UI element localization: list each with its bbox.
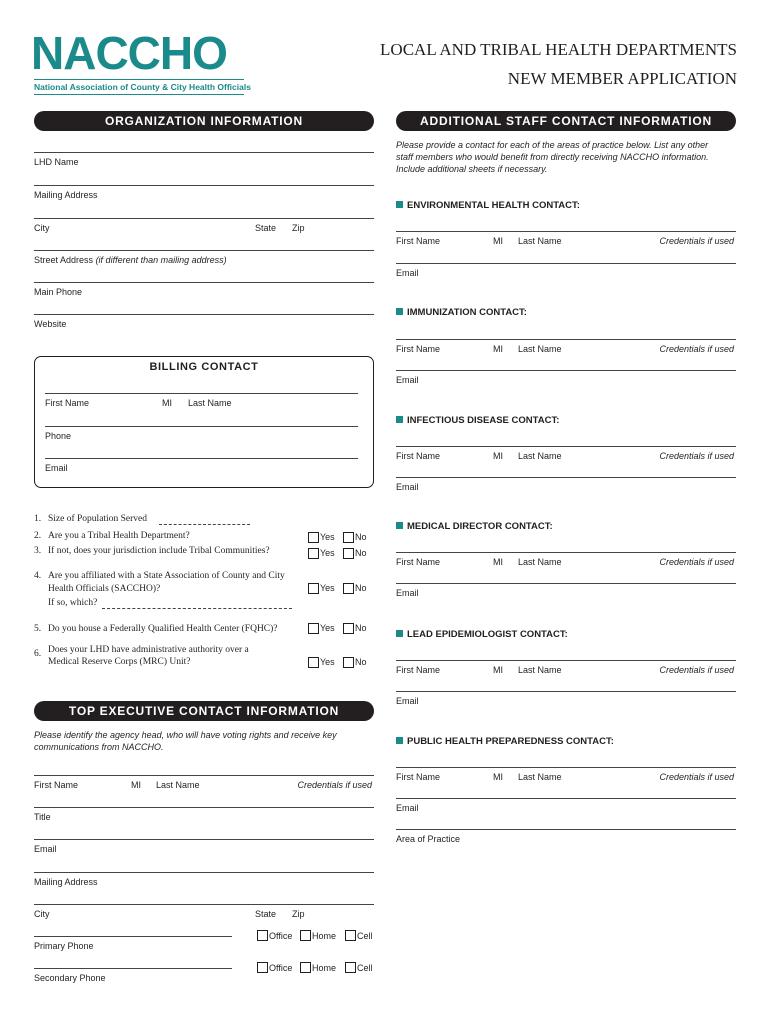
preparedness-email-label: Email <box>396 803 419 813</box>
environmental-health-contact-label: ENVIRONMENTAL HEALTH CONTACT: <box>407 200 580 211</box>
primary-phone-cell-checkbox[interactable] <box>345 930 356 941</box>
environmental-email-label: Email <box>396 268 419 278</box>
area-of-practice-label: Area of Practice <box>396 834 461 844</box>
medical-director-email-field[interactable] <box>396 583 736 584</box>
secondary-phone-field[interactable] <box>34 968 232 969</box>
immunization-email-field[interactable] <box>396 370 736 371</box>
top-exec-title-field[interactable] <box>34 807 374 808</box>
website-label: Website <box>34 319 67 329</box>
question-4-number: 4. <box>34 571 42 581</box>
preparedness-first-name-label: First Name <box>396 772 441 782</box>
question-4-text-line1: Are you affiliated with a State Association of County and City <box>48 571 285 581</box>
immunization-name-field[interactable] <box>396 339 736 340</box>
lhd-name-label: LHD Name <box>34 157 79 167</box>
q4-yes-label: Yes <box>320 583 335 593</box>
staff-intro-line1: Please provide a contact for each of the areas of practice below. List any other <box>396 140 709 150</box>
secondary-phone-cell-checkbox[interactable] <box>345 962 356 973</box>
primary-phone-office-label: Office <box>269 931 293 941</box>
question-1-number: 1. <box>34 514 42 524</box>
top-exec-title-label: Title <box>34 812 51 822</box>
infectious-first-name-label: First Name <box>396 451 441 461</box>
immunization-contact-label: IMMUNIZATION CONTACT: <box>407 307 527 318</box>
lhd-name-field[interactable] <box>34 152 374 153</box>
medical-director-contact-label: MEDICAL DIRECTOR CONTACT: <box>407 521 553 532</box>
immunization-last-name-label: Last Name <box>518 344 562 354</box>
infectious-email-field[interactable] <box>396 477 736 478</box>
q5-no-label: No <box>355 623 367 633</box>
bullet-square-icon <box>396 201 403 208</box>
logo-rule-bottom <box>34 94 244 95</box>
primary-phone-home-checkbox[interactable] <box>300 930 311 941</box>
billing-phone-field[interactable] <box>45 426 358 427</box>
top-executive-intro-line1: Please identify the agency head, who will have voting rights and receive key <box>34 730 337 740</box>
zip-label: Zip <box>292 223 305 233</box>
secondary-phone-office-checkbox[interactable] <box>257 962 268 973</box>
form-title-line2: NEW MEMBER APPLICATION <box>507 69 737 88</box>
preparedness-credentials-label: Credentials if used <box>659 772 734 782</box>
top-exec-email-label: Email <box>34 844 57 854</box>
environmental-mi-label: MI <box>493 236 503 246</box>
question-4-text-line2: Health Officials (SACCHO)? <box>48 584 161 594</box>
preparedness-last-name-label: Last Name <box>518 772 562 782</box>
environmental-last-name-label: Last Name <box>518 236 562 246</box>
infectious-disease-contact-label: INFECTIOUS DISEASE CONTACT: <box>407 415 560 426</box>
secondary-phone-home-checkbox[interactable] <box>300 962 311 973</box>
environmental-health-contact-heading <box>396 200 580 211</box>
top-executive-heading: TOP EXECUTIVE CONTACT INFORMATION <box>34 701 374 721</box>
organization-information-heading: ORGANIZATION INFORMATION <box>34 111 374 131</box>
question-5-text: Do you house a Federally Qualified Health Center (FQHC)? <box>48 624 278 634</box>
epidemiologist-mi-label: MI <box>493 665 503 675</box>
top-exec-credentials-label: Credentials if used <box>297 780 372 790</box>
question-3-number: 3. <box>34 546 42 556</box>
q6-yes-label: Yes <box>320 657 335 667</box>
bullet-square-icon <box>396 737 403 744</box>
bullet-square-icon <box>396 630 403 637</box>
infectious-disease-contact-heading <box>396 415 559 426</box>
street-address-text: Street Address <box>34 255 94 265</box>
medical-director-contact-heading <box>396 521 553 532</box>
logo-subtitle: National Association of County & City Health Officials <box>34 82 251 92</box>
immunization-contact-heading <box>396 307 527 318</box>
question-4-text-line3: If so, which? <box>48 598 98 608</box>
epidemiologist-name-field[interactable] <box>396 660 736 661</box>
secondary-phone-home-label: Home <box>312 963 337 973</box>
street-address-field[interactable] <box>34 250 374 251</box>
primary-phone-label: Primary Phone <box>34 941 94 951</box>
q6-no-label: No <box>355 657 367 667</box>
top-exec-last-name-label: Last Name <box>156 780 200 790</box>
top-exec-mailing-address-field[interactable] <box>34 872 374 873</box>
medical-director-name-field[interactable] <box>396 552 736 553</box>
epidemiologist-last-name-label: Last Name <box>518 665 562 675</box>
billing-name-field[interactable] <box>45 393 358 394</box>
billing-mi-label: MI <box>162 398 172 408</box>
billing-first-name-label: First Name <box>45 398 90 408</box>
preparedness-name-field[interactable] <box>396 767 736 768</box>
primary-phone-field[interactable] <box>34 936 232 937</box>
secondary-phone-cell-label: Cell <box>357 963 373 973</box>
infectious-mi-label: MI <box>493 451 503 461</box>
question-6-text-line1: Does your LHD have administrative authority over a <box>48 645 249 655</box>
logo-rule-top <box>34 79 244 80</box>
top-exec-state-label: State <box>255 909 277 919</box>
immunization-mi-label: MI <box>493 344 503 354</box>
question-3-text: If not, does your jurisdiction include Tribal Communities? <box>48 546 270 556</box>
city-state-zip-field[interactable] <box>34 218 374 219</box>
website-field[interactable] <box>34 314 374 315</box>
infectious-last-name-label: Last Name <box>518 451 562 461</box>
additional-staff-heading: ADDITIONAL STAFF CONTACT INFORMATION <box>396 111 736 131</box>
form-title-line1: LOCAL AND TRIBAL HEALTH DEPARTMENTS <box>380 40 737 59</box>
top-exec-zip-label: Zip <box>292 909 305 919</box>
billing-contact-box <box>34 356 374 488</box>
bullet-square-icon <box>396 522 403 529</box>
question-2-text: Are you a Tribal Health Department? <box>48 531 190 541</box>
environmental-name-field[interactable] <box>396 231 736 232</box>
logo-wordmark: NACCHO <box>31 27 227 79</box>
mailing-address-field[interactable] <box>34 185 374 186</box>
epidemiologist-email-label: Email <box>396 696 419 706</box>
environmental-credentials-label: Credentials if used <box>659 236 734 246</box>
billing-email-field[interactable] <box>45 458 358 459</box>
q6-yes-checkbox[interactable] <box>308 657 319 668</box>
main-phone-label: Main Phone <box>34 287 83 297</box>
staff-intro-line2: staff members who would benefit from directly receiving NACCHO information. <box>396 152 709 162</box>
top-exec-first-name-label: First Name <box>34 780 79 790</box>
q3-no-label: No <box>355 548 367 558</box>
main-phone-field[interactable] <box>34 282 374 283</box>
q5-yes-checkbox[interactable] <box>308 623 319 634</box>
top-exec-name-field[interactable] <box>34 775 374 776</box>
area-of-practice-field[interactable] <box>396 829 736 830</box>
top-exec-city-state-zip-field[interactable] <box>34 904 374 905</box>
naccho-logo <box>31 27 251 98</box>
billing-contact-heading: BILLING CONTACT <box>149 361 259 373</box>
top-exec-mailing-address-label: Mailing Address <box>34 877 98 887</box>
primary-phone-cell-label: Cell <box>357 931 373 941</box>
state-label: State <box>255 223 277 233</box>
secondary-phone-label: Secondary Phone <box>34 973 106 983</box>
environmental-first-name-label: First Name <box>396 236 441 246</box>
epidemiologist-email-field[interactable] <box>396 691 736 692</box>
top-exec-email-field[interactable] <box>34 839 374 840</box>
medical-director-credentials-label: Credentials if used <box>659 557 734 567</box>
city-label: City <box>34 223 50 233</box>
preparedness-mi-label: MI <box>493 772 503 782</box>
question-6-text-line2: Medical Reserve Corps (MRC) Unit? <box>48 657 191 667</box>
epidemiologist-credentials-label: Credentials if used <box>659 665 734 675</box>
immunization-first-name-label: First Name <box>396 344 441 354</box>
q4-yes-checkbox[interactable] <box>308 583 319 594</box>
preparedness-contact-heading <box>396 736 614 747</box>
q6-no-checkbox[interactable] <box>343 657 354 668</box>
bullet-square-icon <box>396 308 403 315</box>
q5-no-checkbox[interactable] <box>343 623 354 634</box>
top-exec-city-label: City <box>34 909 50 919</box>
medical-director-mi-label: MI <box>493 557 503 567</box>
staff-intro-line3: Include additional sheets if necessary. <box>396 164 548 174</box>
bullet-square-icon <box>396 416 403 423</box>
primary-phone-office-checkbox[interactable] <box>257 930 268 941</box>
q3-yes-checkbox[interactable] <box>308 548 319 559</box>
q4-no-checkbox[interactable] <box>343 583 354 594</box>
q2-yes-label: Yes <box>320 532 335 542</box>
lead-epidemiologist-contact-label: LEAD EPIDEMIOLOGIST CONTACT: <box>407 629 568 640</box>
medical-director-first-name-label: First Name <box>396 557 441 567</box>
lead-epidemiologist-contact-heading <box>396 629 568 640</box>
q5-yes-label: Yes <box>320 623 335 633</box>
preparedness-email-field[interactable] <box>396 798 736 799</box>
infectious-name-field[interactable] <box>396 446 736 447</box>
secondary-phone-office-label: Office <box>269 963 293 973</box>
infectious-credentials-label: Credentials if used <box>659 451 734 461</box>
saccho-name-field[interactable] <box>102 608 292 609</box>
q2-no-label: No <box>355 532 367 542</box>
preparedness-contact-label: PUBLIC HEALTH PREPAREDNESS CONTACT: <box>407 736 614 747</box>
infectious-email-label: Email <box>396 482 419 492</box>
billing-phone-label: Phone <box>45 431 72 441</box>
q2-yes-checkbox[interactable] <box>308 532 319 543</box>
medical-director-last-name-label: Last Name <box>518 557 562 567</box>
medical-director-email-label: Email <box>396 588 419 598</box>
top-executive-intro-line2: communications from NACCHO. <box>34 742 164 752</box>
question-6-number: 6. <box>34 649 42 659</box>
q2-no-checkbox[interactable] <box>343 532 354 543</box>
q3-no-checkbox[interactable] <box>343 548 354 559</box>
question-2-number: 2. <box>34 531 42 541</box>
q3-yes-label: Yes <box>320 548 335 558</box>
question-1-text: Size of Population Served <box>48 514 147 524</box>
question-5-number: 5. <box>34 624 42 634</box>
immunization-email-label: Email <box>396 375 419 385</box>
street-address-label <box>34 255 227 265</box>
population-served-field[interactable] <box>159 524 250 525</box>
q4-no-label: No <box>355 583 367 593</box>
billing-last-name-label: Last Name <box>188 398 232 408</box>
street-address-note: (if different than mailing address) <box>95 255 227 265</box>
environmental-email-field[interactable] <box>396 263 736 264</box>
immunization-credentials-label: Credentials if used <box>659 344 734 354</box>
epidemiologist-first-name-label: First Name <box>396 665 441 675</box>
mailing-address-label: Mailing Address <box>34 190 98 200</box>
primary-phone-home-label: Home <box>312 931 337 941</box>
billing-email-label: Email <box>45 463 68 473</box>
top-exec-mi-label: MI <box>131 780 141 790</box>
